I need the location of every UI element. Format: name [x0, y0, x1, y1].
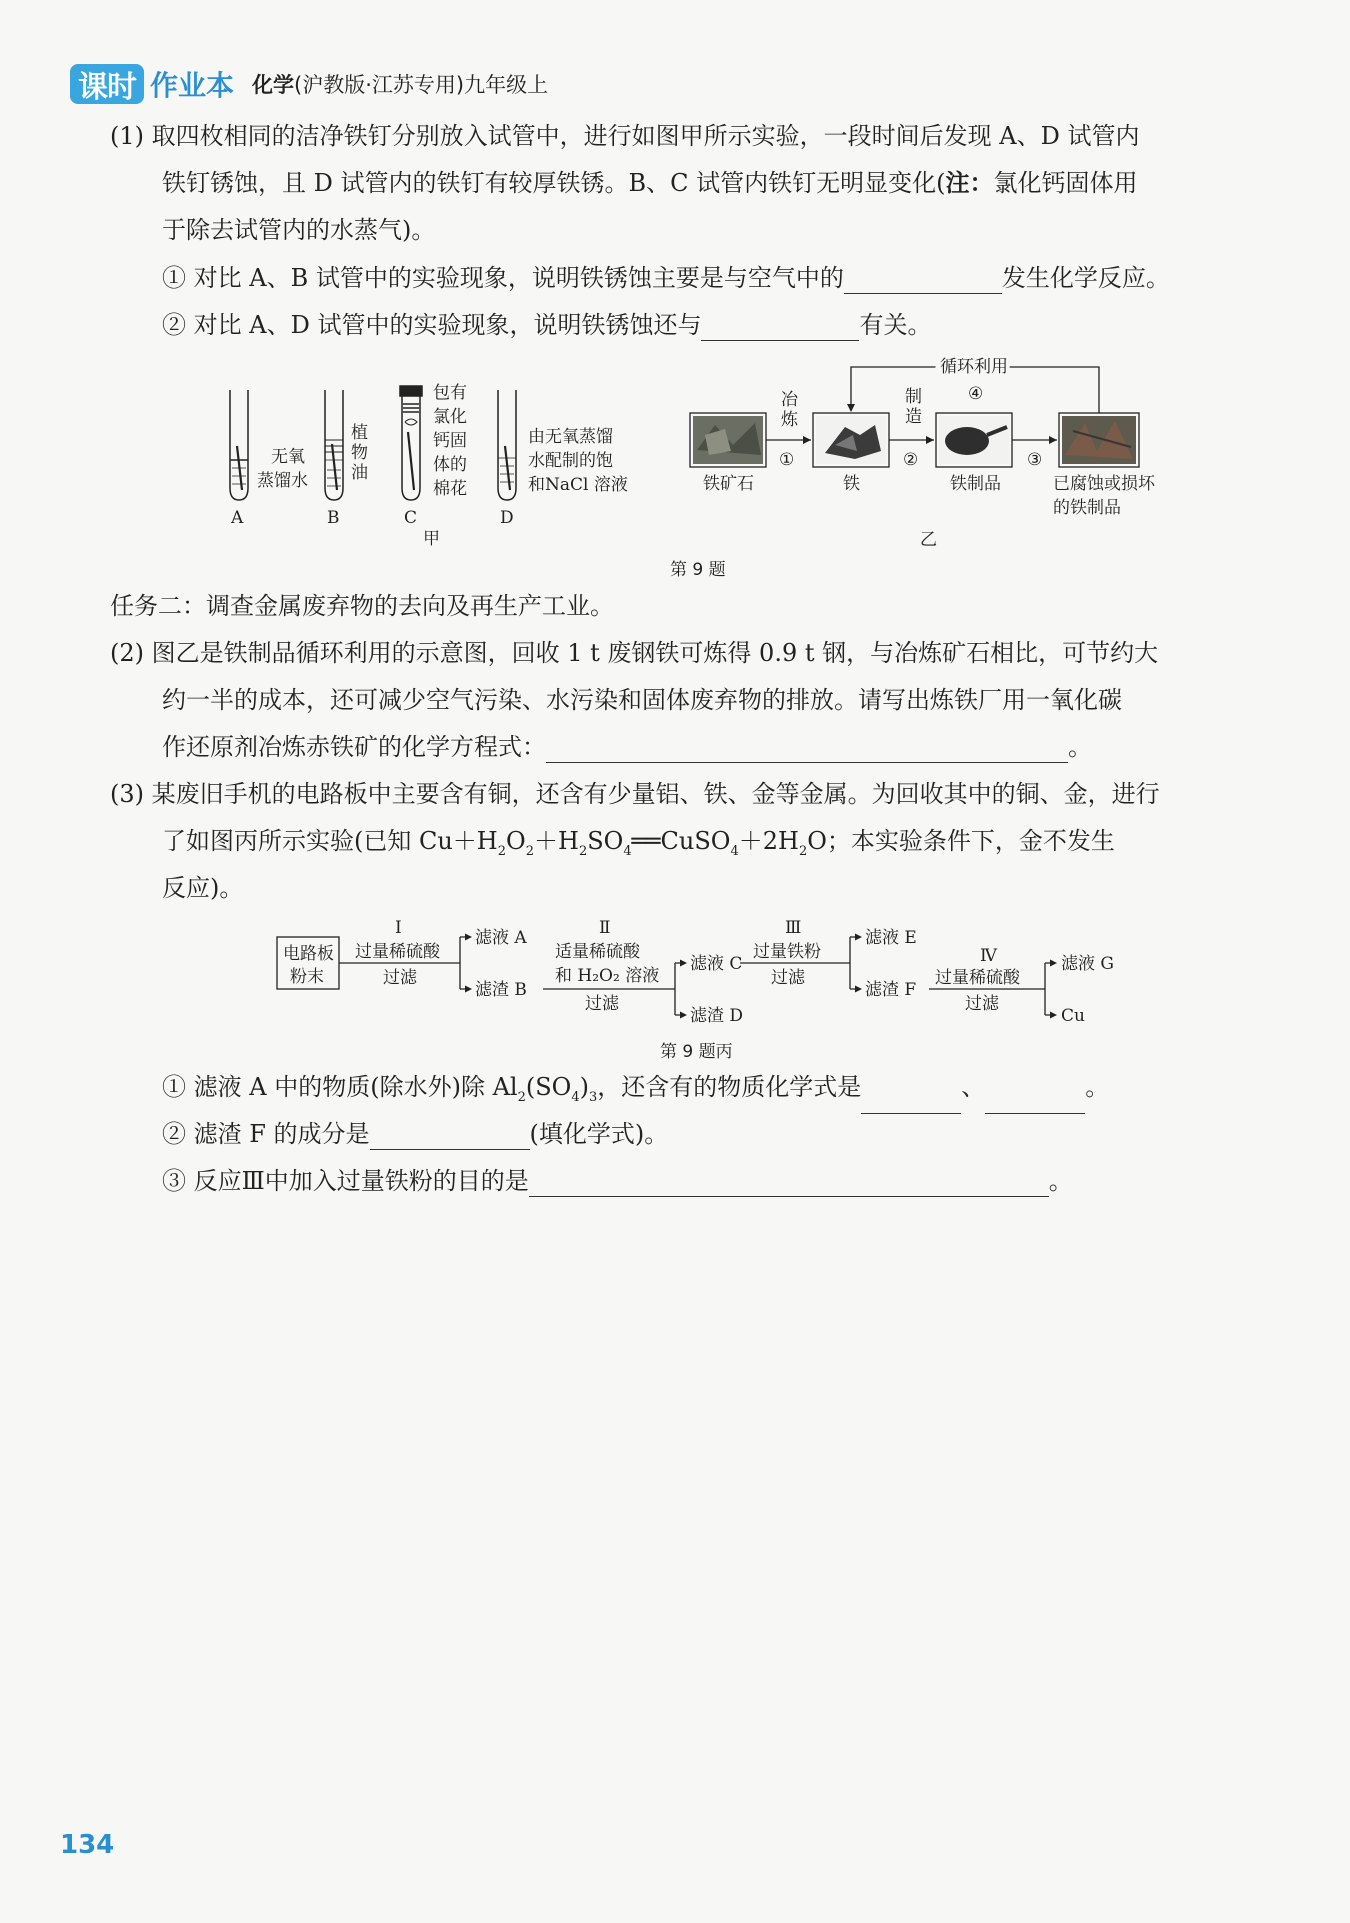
- q1-line3: 于除去试管内的水蒸气)。: [162, 216, 436, 244]
- answer-blank-3b[interactable]: [985, 1087, 1085, 1114]
- figure-jia-label: 甲: [423, 529, 440, 548]
- label-iron: 铁: [843, 474, 860, 494]
- q3-line3: 反应)。: [162, 874, 244, 902]
- answer-blank-4[interactable]: [370, 1123, 530, 1150]
- q1-line2-text: 铁钉锈蚀，且 D 试管内的铁钉有较厚铁锈。B、C 试管内铁钉无明显变化(: [162, 169, 946, 197]
- iron-photo: [816, 416, 886, 464]
- q1-sub2: [162, 309, 931, 341]
- q2-line1: (2) 图乙是铁制品循环利用的示意图，回收 1 t 废钢铁可炼得 0.9 t 钢，与冶炼矿石相比，可节约大: [110, 639, 1159, 667]
- tube-label-a: A: [231, 508, 244, 528]
- step3-reagent: 过量铁粉: [753, 942, 821, 962]
- tube-b-note-3: 油: [351, 463, 368, 483]
- q3-sub2: [162, 1118, 668, 1150]
- residue-d: 滤渣 D: [690, 1006, 744, 1026]
- q1-note-label: 注：: [945, 168, 994, 197]
- nail-d: [505, 446, 510, 490]
- q1-sub1: [162, 262, 1170, 294]
- tube-d-note-3: 和NaCl 溶液: [528, 475, 628, 495]
- book-subtitle: [252, 69, 548, 99]
- figure-yi: [685, 355, 1200, 555]
- q3-sub1-pre: ① 滤液 A 中的物质(除水外)除 Al: [162, 1073, 518, 1101]
- q3-sub-h2o: 2: [798, 843, 808, 859]
- answer-blank-equation[interactable]: [546, 736, 1068, 763]
- label-ore: 铁矿石: [703, 474, 754, 494]
- answer-blank-1[interactable]: [844, 267, 1002, 294]
- page-number: 134: [60, 1830, 115, 1860]
- waste-photo: [1062, 416, 1136, 464]
- tube-c-note-2: 氯化: [433, 407, 467, 427]
- tube-a-note-2: 蒸馏水: [257, 471, 308, 491]
- q3-sub1-post: ，还含有的物质化学式是: [597, 1073, 862, 1101]
- q3-line2-f: ＋2H: [738, 827, 799, 855]
- q3-sub3-pre: ③ 反应Ⅲ中加入过量铁粉的目的是: [162, 1167, 529, 1195]
- q3-line1: (3) 某废旧手机的电路板中主要含有铜，还含有少量铝、铁、金等金属。为回收其中的铜、金，进行: [110, 780, 1160, 808]
- q3-line2-b: O: [506, 827, 526, 855]
- step1-operation: 过滤: [383, 968, 417, 988]
- task2-heading: 任务二：调查金属废弃物的去向及再生产工业。: [110, 592, 614, 620]
- q3-line2-g: O；本实验条件下，金不发生: [807, 827, 1115, 855]
- nail-b: [332, 444, 337, 490]
- q3-sub-h2o2-o: 2: [525, 843, 534, 859]
- q1-line2-text-b: 氯化钙固体用: [993, 169, 1138, 197]
- tube-d-note-1: 由无氧蒸馏: [528, 427, 613, 447]
- step3-numeral: Ⅲ: [785, 918, 802, 938]
- copper-product: Cu: [1061, 1006, 1085, 1026]
- figure-bing: [275, 915, 1135, 1040]
- tube-b-note-1: 植: [351, 423, 368, 443]
- answer-blank-5[interactable]: [529, 1170, 1049, 1197]
- step3-operation: 过滤: [771, 968, 805, 988]
- label-waste-1: 已腐蚀或损坏: [1053, 474, 1155, 494]
- q3-sub1-so4: (SO: [525, 1073, 572, 1101]
- test-tube-c: [402, 390, 420, 500]
- subject-label: 化学: [252, 73, 295, 97]
- label-product: 铁制品: [950, 474, 1001, 494]
- step1-number: ①: [779, 450, 795, 470]
- filtrate-g: 滤液 G: [1061, 954, 1114, 974]
- step1-reagent: 过量稀硫酸: [355, 942, 440, 962]
- step3-number: ③: [1027, 450, 1043, 470]
- logo-badge: 课时: [70, 64, 144, 104]
- q1-sub1-post: 发生化学反应。: [1001, 264, 1170, 292]
- q3-sub1-so4-subscript: 4: [571, 1089, 580, 1105]
- tube-c-note-4: 体的: [433, 455, 467, 475]
- q1-sub2-pre: ② 对比 A、D 试管中的实验现象，说明铁锈蚀还与: [162, 311, 702, 339]
- q1-sub1-pre: ① 对比 A、B 试管中的实验现象，说明铁锈蚀主要是与空气中的: [162, 264, 844, 292]
- q3-sub2-post: (填化学式)。: [529, 1120, 669, 1148]
- q2-line3-pre: 作还原剂冶炼赤铁矿的化学方程式：: [162, 733, 546, 761]
- q3-line2-a: 了如图丙所示实验(已知 Cu＋H: [162, 827, 498, 855]
- q2-line3-post: 。: [1068, 733, 1092, 761]
- q3-sub1-al-subscript: 2: [517, 1089, 526, 1105]
- figure-yi-label: 乙: [920, 530, 937, 550]
- residue-f: 滤渣 F: [865, 980, 917, 1000]
- step1-numeral: Ⅰ: [395, 918, 402, 938]
- tube-c-note-5: 棉花: [433, 479, 467, 499]
- q3-sub2-pre: ② 滤渣 F 的成分是: [162, 1120, 370, 1148]
- ore-photo: [693, 416, 763, 464]
- q2-line2: 约一半的成本，还可减少空气污染、水污染和固体废弃物的排放。请写出炼铁厂用一氧化碳: [162, 686, 1122, 714]
- tube-label-d: D: [500, 508, 514, 528]
- q3-sub-h2so4-o: 4: [623, 843, 632, 859]
- q3-sub-cuso4: 4: [730, 843, 739, 859]
- test-tube-a: [230, 390, 248, 500]
- q3-line2-d: SO: [587, 827, 624, 855]
- q1-sub2-post: 有关。: [859, 311, 932, 339]
- test-tube-d: [498, 390, 516, 500]
- figure-caption-2: 第 9 题丙: [660, 1042, 733, 1062]
- pan-photo: [939, 416, 1009, 464]
- q3-sub1-three-subscript: 3: [589, 1089, 598, 1105]
- step4-number: ④: [968, 384, 984, 404]
- tube-c-note-1: 包有: [433, 383, 467, 403]
- page-header: [70, 62, 548, 106]
- step4-reagent: 过量稀硫酸: [935, 968, 1020, 988]
- edition-label: (沪教版·江苏专用)九年级上: [294, 73, 549, 97]
- tube-label-b: B: [327, 508, 340, 528]
- step4-operation: 过滤: [965, 994, 999, 1014]
- q3-sub1-close: ): [579, 1073, 590, 1101]
- filtrate-c: 滤液 C: [690, 954, 743, 974]
- test-tube-b: [325, 390, 343, 500]
- step2-operation: 过滤: [585, 994, 619, 1014]
- q3-sub-h2so4-h: 2: [578, 843, 588, 859]
- nail-c: [408, 432, 414, 490]
- q3-sub-h2o2-h: 2: [497, 843, 507, 859]
- q1-line1: (1) 取四枚相同的洁净铁钉分别放入试管中，进行如图甲所示实验，一段时间后发现 A、D 试管内: [110, 122, 1140, 150]
- q1-line2: [162, 167, 1138, 199]
- q3-sub1-end: 。: [1085, 1073, 1110, 1101]
- step2-char-1: 制: [905, 387, 922, 407]
- answer-blank-3a[interactable]: [861, 1087, 961, 1114]
- q3-sub1-separator: 、: [961, 1073, 986, 1101]
- figure-jia: [215, 378, 685, 548]
- answer-blank-2[interactable]: [701, 314, 859, 341]
- start-label-1: 电路板: [283, 944, 334, 964]
- start-label-2: 粉末: [290, 967, 324, 987]
- q3-line2: [162, 825, 1115, 868]
- tube-a-note-1: 无氧: [271, 447, 305, 467]
- step2-char-2: 造: [905, 407, 922, 427]
- q3-sub3-post: 。: [1048, 1167, 1073, 1195]
- q3-equals-sign: ══: [631, 827, 661, 855]
- recycle-label: 循环利用: [940, 357, 1008, 377]
- q3-line2-e: CuSO: [660, 827, 731, 855]
- filtrate-a: 滤液 A: [475, 928, 527, 948]
- step1-char-2: 炼: [781, 410, 798, 430]
- step2-numeral: Ⅱ: [599, 918, 611, 938]
- q2-line3: [162, 731, 1092, 763]
- step2-number: ②: [903, 450, 919, 470]
- filtrate-e: 滤液 E: [865, 928, 917, 948]
- tube-c-note-3: 钙固: [433, 431, 467, 451]
- q3-sub1: [162, 1071, 1109, 1114]
- tube-label-c: C: [404, 508, 418, 528]
- step2-reagent-2: 和 H₂O₂ 溶液: [555, 966, 660, 986]
- q3-line2-c: ＋H: [534, 827, 579, 855]
- step1-char-1: 冶: [781, 390, 798, 410]
- tube-b-note-2: 物: [351, 443, 368, 463]
- step4-numeral: Ⅳ: [980, 946, 997, 966]
- step2-reagent-1: 适量稀硫酸: [555, 942, 640, 962]
- label-waste-2: 的铁制品: [1053, 498, 1121, 518]
- logo-text: 作业本: [150, 69, 235, 102]
- tube-d-note-2: 水配制的饱: [528, 451, 613, 471]
- q3-sub3: [162, 1165, 1073, 1197]
- residue-b: 滤渣 B: [475, 980, 527, 1000]
- figure-caption-1: 第 9 题: [670, 560, 726, 580]
